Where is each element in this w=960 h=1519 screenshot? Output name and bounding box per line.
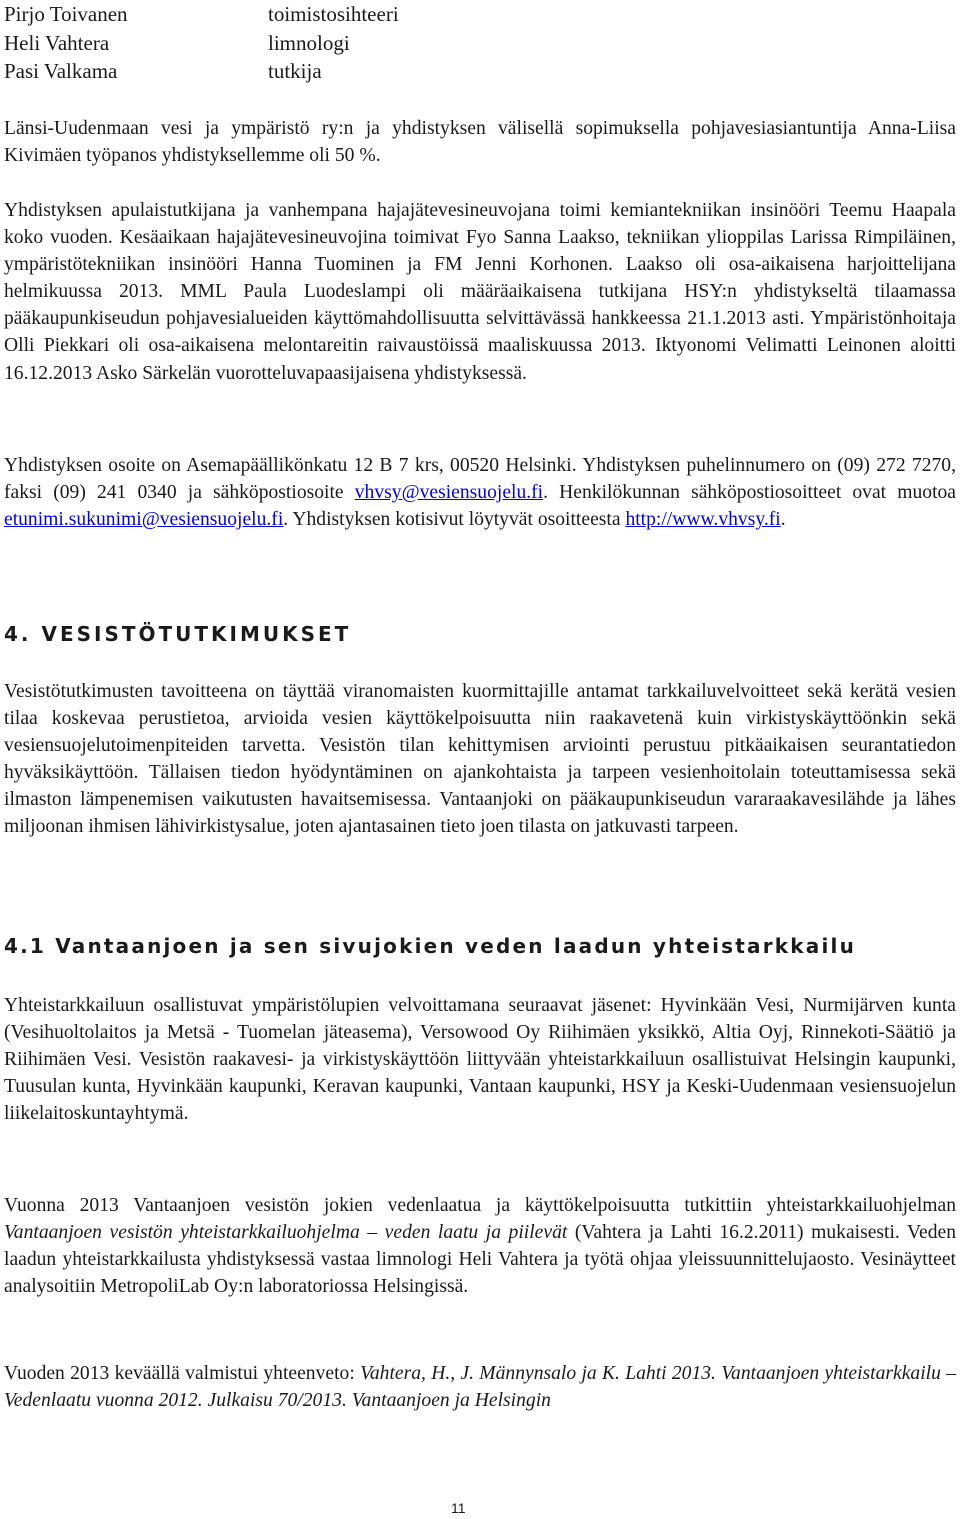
staff-name: Pasi Valkama <box>4 59 118 83</box>
paragraph-summary <box>4 1360 956 1414</box>
subsection-heading: 4.1 Vantaanjoen ja sen sivujokien veden laadun yhteistarkkailu <box>4 934 857 958</box>
staff-row <box>4 57 399 86</box>
paragraph-participants: Yhteistarkkailuun osallistuvat ympäristölupien velvoittamana seuraavat jäsenet: Hyvinkään Vesi, Nurmijärven kunta (Vesihuoltolaitos ja Metsä - Tuomelan jäteasema), Versowood Oy Riihimäen yksikkö, Altia Oyj, Rinnekoti-Säätiö ja Riihimäen Vesi. Vesistön raakavesi- ja virkistyskäyttöön liittyvään yhteistarkkailuun osallistuivat Helsingin kaupunki, Tuusulan kunta, Hyvinkään kaupunki, Keravan kaupunki, Vantaan kaupunki, HSY ja Keski-Uudenmaan vesiensuojelun liikelaitoskuntayhtymä. <box>4 995 956 1125</box>
publication-citation: Vahtera, H., J. Männynsalo ja K. Lahti 2013. Vantaanjoen yhteistarkkailu – Vedenlaatu vuonna 2012. Julkaisu 70/2013. Vantaanjoen ja Helsingin <box>4 1363 956 1412</box>
website-link[interactable]: http://www.vhvsy.fi <box>625 509 781 531</box>
staff-name: Pirjo Toivanen <box>4 2 128 26</box>
paragraph-contact <box>4 452 956 533</box>
paragraph-partnership: Länsi-Uudenmaan vesi ja ympäristö ry:n ja yhdistyksen välisellä sopimuksella pohjavesiasiantuntija Anna-Liisa Kivimäen työpanos yhdistyksellemme oli 50 %. <box>4 118 956 167</box>
summary-text: Vuoden 2013 keväällä valmistui yhteenveto: <box>4 1363 361 1384</box>
email-link[interactable]: vhvsy@vesiensuojelu.fi <box>354 482 544 504</box>
page-number: 11 <box>451 1500 466 1516</box>
staff-list <box>4 0 399 86</box>
staff-role: limnologi <box>268 30 350 55</box>
program-title: Vantaanjoen vesistön yhteistarkkailuohjelma – veden laatu ja piilevät <box>4 1222 568 1244</box>
paragraph-goals: Vesistötutkimusten tavoitteena on täyttää viranomaisten kuormittajille antamat tarkkailuvelvoitteet sekä kerätä vesien tilaa koskevaa perustietoa, arvioida vesien käyttökelpoisuutta niin raakavetenä kuin virkistyskäyttöönkin sekä vesiensuojelutoimenpiteiden tarvetta. Vesistön tilan kehittymisen arviointi perustuu pitkäaikaisen seurantatiedon hyväksikäyttöön. Tällaisen tiedon hyödyntäminen on ajankohtaista ja tarpeen vesienhoitolain toteuttamisessa sekä ilmaston lämpenemisen vaikutusten havaitsemisessa. Vantaanjoki on pääkaupunkiseudun vararaakavesilähde ja lähes miljoonan ihmisen lähivirkistysalue, joten ajantasainen tieto joen tilasta on jatkuvasti tarpeen. <box>4 681 956 838</box>
paragraph-2013-study <box>4 1192 956 1300</box>
email-format-link[interactable]: etunimi.sukunimi@vesiensuojelu.fi <box>4 509 284 531</box>
staff-role: toimistosihteeri <box>268 2 399 26</box>
staff-role: tutkija <box>268 59 322 83</box>
paragraph-staff: Yhdistyksen apulaistutkijana ja vanhempana hajajätevesineuvojana toimi kemiantekniikan insinööri Teemu Haapala koko vuoden. Kesäaikaan hajajätevesineuvojina toimivat Fyo Sanna Laakso, tekniikan ylioppilas Larissa Rimpiläinen, ympäristötekniikan insinööri Hanna Tuominen ja FM Jenni Korhonen. Laakso oli osa-aikaisena harjoittelijana helmikuussa 2013. MML Paula Luodeslampi oli määräaikaisena tutkijana HSY:n yhdistykseltä tilaamassa pääkaupunkiseudun pohjavesialueiden käyttömahdollisuutta selvittävässä hankkeessa 21.1.2013 asti. Ympäristönhoitaja Olli Piekkari oli osa-aikaisena melontareitin raivaustöissä maaliskuussa 2013. Iktyonomi Velimatti Leinonen aloitti 16.12.2013 Asko Särkelän vuorotteluvapaasijaisena yhdistyksessä. <box>4 200 956 384</box>
contact-text: Yhdistyksen osoite on Asemapäällikönkatu 12 B 7 krs, 00520 Helsinki. Yhdistyksen puhelinnumero on (09) 272 7270, faksi (09) 241 0340 ja sähköpostiosoite <box>4 455 956 504</box>
study-text: (Vahtera ja Lahti 16.2.2011) mukaisesti. Veden laadun yhteistarkkailusta yhdistyksessä vastaa limnologi Heli Vahtera ja työtä ohjaa yleissuunnittelujaosto. Vesinäytteet analysoitiin MetropoliLab Oy:n laboratoriossa Helsingissä. <box>4 1222 956 1298</box>
staff-row <box>4 29 399 58</box>
contact-text: . Yhdistyksen kotisivut löytyvät osoitteesta <box>283 509 626 531</box>
contact-text: . Henkilökunnan sähköpostiosoitteet ovat muotoa <box>543 482 957 504</box>
study-text: Vuonna 2013 Vantaanjoen vesistön jokien vedenlaatua ja käyttökelpoisuutta tutkittiin yhteistarkkailuohjelman <box>4 1195 956 1216</box>
staff-name: Heli Vahtera <box>4 30 110 55</box>
contact-text: . <box>780 509 786 531</box>
staff-row <box>4 0 399 29</box>
section-heading: 4. VESISTÖTUTKIMUKSET <box>4 622 352 646</box>
